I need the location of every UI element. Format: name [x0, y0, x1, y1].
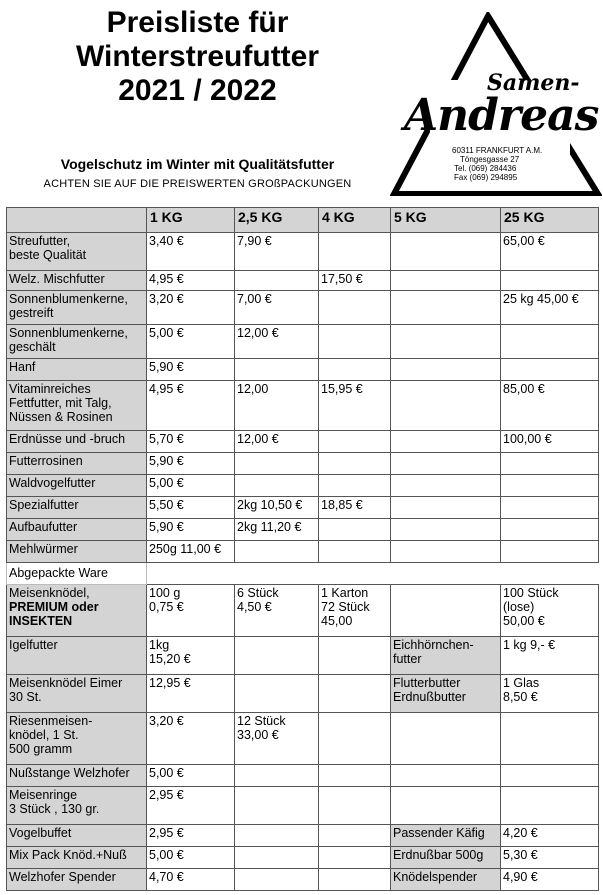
- price-cell: 5,30 €: [501, 847, 599, 869]
- price-cell: [391, 325, 501, 359]
- product-name: Futterrosinen: [7, 453, 147, 475]
- table-row: [7, 765, 599, 787]
- price-cell: 15,95 €: [319, 381, 391, 431]
- product-name: Erdnüsse und -bruch: [7, 431, 147, 453]
- price-cell: [319, 453, 391, 475]
- product-name: Spezialfutter: [7, 497, 147, 519]
- product-name: Waldvogelfutter: [7, 475, 147, 497]
- price-cell: [319, 869, 391, 891]
- price-cell: 1 kg 9,- €: [501, 637, 599, 675]
- price-cell: 4,70 €: [147, 869, 235, 891]
- product-name: Mix Pack Knöd.+Nuß: [7, 847, 147, 869]
- product-name: Erdnußbar 500g: [391, 847, 501, 869]
- price-cell: [391, 431, 501, 453]
- price-cell: 100 g 0,75 €: [147, 585, 235, 637]
- price-cell: [319, 675, 391, 713]
- column-header: 2,5 KG: [235, 208, 319, 233]
- price-cell: 5,90 €: [147, 359, 235, 381]
- logo-street: Töngesgasse 27: [460, 155, 520, 164]
- product-name: Sonnenblumenkerne, gestreift: [7, 291, 147, 325]
- column-header: [7, 208, 147, 233]
- table-row: [7, 497, 599, 519]
- price-cell: [391, 381, 501, 431]
- price-cell: 7,00 €: [235, 291, 319, 325]
- price-cell: 5,00 €: [147, 475, 235, 497]
- price-cell: [501, 359, 599, 381]
- price-cell: [319, 359, 391, 381]
- price-cell: 5,00 €: [147, 765, 235, 787]
- table-row: [7, 825, 599, 847]
- price-cell: [319, 541, 391, 563]
- logo-andreas: Andreas: [404, 90, 599, 141]
- price-cell: 1 Glas 8,50 €: [501, 675, 599, 713]
- product-name: Vitaminreiches Fettfutter, mit Talg, Nüssen & Rosinen: [7, 381, 147, 431]
- price-cell: 250g 11,00 €: [147, 541, 235, 563]
- column-header: 4 KG: [319, 208, 391, 233]
- price-cell: [391, 453, 501, 475]
- price-cell: [391, 787, 501, 825]
- price-cell: 1kg 15,20 €: [147, 637, 235, 675]
- price-cell: [319, 847, 391, 869]
- price-cell: [235, 787, 319, 825]
- product-name: Mehlwürmer: [7, 541, 147, 563]
- price-cell: [501, 713, 599, 765]
- price-cell: 4,90 €: [501, 869, 599, 891]
- price-cell: 12,00 €: [235, 325, 319, 359]
- column-header: 1 KG: [147, 208, 235, 233]
- price-cell: 5,00 €: [147, 847, 235, 869]
- product-name: Welzhofer Spender: [7, 869, 147, 891]
- price-cell: [319, 325, 391, 359]
- table-row: [7, 541, 599, 563]
- table-row: [7, 869, 599, 891]
- price-cell: [391, 497, 501, 519]
- price-cell: 7,90 €: [235, 233, 319, 271]
- table-header-row: [7, 208, 599, 233]
- price-cell: 18,85 €: [319, 497, 391, 519]
- price-cell: [235, 847, 319, 869]
- price-cell: [235, 675, 319, 713]
- table-row: [7, 271, 599, 291]
- product-name: Meisenringe 3 Stück , 130 gr.: [7, 787, 147, 825]
- price-cell: 3,20 €: [147, 291, 235, 325]
- product-name: Nußstange Welzhofer: [7, 765, 147, 787]
- price-cell: [501, 765, 599, 787]
- table-row: [7, 431, 599, 453]
- table-row: [7, 713, 599, 765]
- company-logo: [390, 12, 602, 196]
- product-name: Vogelbuffet: [7, 825, 147, 847]
- section-label: Abgepackte Ware: [7, 563, 147, 585]
- price-cell: 12 Stück 33,00 €: [235, 713, 319, 765]
- product-name: Passender Käfig: [391, 825, 501, 847]
- price-cell: 12,00: [235, 381, 319, 431]
- price-cell: [501, 475, 599, 497]
- section-row: [7, 563, 599, 585]
- price-cell: [235, 541, 319, 563]
- price-cell: [391, 713, 501, 765]
- price-list-title: [20, 6, 375, 108]
- price-cell: 100,00 €: [501, 431, 599, 453]
- price-cell: 12,00 €: [235, 431, 319, 453]
- title-line-2: Winterstreufutter: [75, 40, 320, 73]
- title-line-1: Preisliste für: [106, 6, 289, 39]
- price-cell: [235, 453, 319, 475]
- price-cell: 17,50 €: [319, 271, 391, 291]
- table-row: [7, 637, 599, 675]
- price-table: [6, 207, 599, 891]
- table-row: [7, 453, 599, 475]
- price-cell: 5,90 €: [147, 453, 235, 475]
- price-cell: 5,50 €: [147, 497, 235, 519]
- subtitle: Vogelschutz im Winter mit Qualitätsfutter: [60, 156, 335, 172]
- price-cell: [235, 825, 319, 847]
- price-cell: [391, 359, 501, 381]
- price-cell: 65,00 €: [501, 233, 599, 271]
- product-name: Streufutter, beste Qualität: [7, 233, 147, 271]
- price-cell: [319, 431, 391, 453]
- price-cell: 4,20 €: [501, 825, 599, 847]
- column-header: 5 KG: [391, 208, 501, 233]
- product-name: Eichhörnchen- futter: [391, 637, 501, 675]
- price-cell: [319, 825, 391, 847]
- price-cell: 2kg 11,20 €: [235, 519, 319, 541]
- product-name: Sonnenblumenkerne, geschält: [7, 325, 147, 359]
- product-name: Hanf: [7, 359, 147, 381]
- price-cell: [391, 519, 501, 541]
- price-cell: 25 kg 45,00 €: [501, 291, 599, 325]
- price-cell: [235, 475, 319, 497]
- price-cell: 2kg 10,50 €: [235, 497, 319, 519]
- price-cell: 2,95 €: [147, 787, 235, 825]
- price-cell: [391, 271, 501, 291]
- product-name: Riesenmeisen- knödel, 1 St. 500 gramm: [7, 713, 147, 765]
- price-cell: 5,70 €: [147, 431, 235, 453]
- price-cell: 5,00 €: [147, 325, 235, 359]
- price-cell: [391, 475, 501, 497]
- price-cell: [501, 325, 599, 359]
- logo-city: 60311 FRANKFURT A.M.: [452, 146, 543, 155]
- price-cell: [235, 359, 319, 381]
- table-row: [7, 475, 599, 497]
- price-cell: [319, 637, 391, 675]
- table-row: [7, 847, 599, 869]
- price-cell: [391, 585, 501, 637]
- column-header: 25 KG: [501, 208, 599, 233]
- table-row: [7, 519, 599, 541]
- price-cell: [501, 453, 599, 475]
- product-name: Aufbaufutter: [7, 519, 147, 541]
- price-cell: 4,95 €: [147, 381, 235, 431]
- product-name: Igelfutter: [7, 637, 147, 675]
- product-name: Knödelspender: [391, 869, 501, 891]
- title-line-3: 2021 / 2022: [118, 74, 277, 107]
- table-row: [7, 585, 599, 637]
- price-cell: [319, 713, 391, 765]
- section-spacer: [147, 563, 599, 585]
- price-cell: [319, 765, 391, 787]
- table-row: [7, 233, 599, 271]
- product-variant-label: INSEKTEN: [9, 614, 73, 628]
- table-row: [7, 291, 599, 325]
- price-cell: 100 Stück (lose) 50,00 €: [501, 585, 599, 637]
- price-cell: 85,00 €: [501, 381, 599, 431]
- price-cell: [235, 869, 319, 891]
- price-cell: 3,40 €: [147, 233, 235, 271]
- table-row: [7, 787, 599, 825]
- logo-phone: Tel. (069) 284436: [454, 164, 517, 173]
- table-row: [7, 381, 599, 431]
- bulk-pack-note: ACHTEN SIE AUF DIE PREISWERTEN GROßPACKUNGEN: [43, 178, 352, 190]
- price-cell: 1 Karton 72 Stück 45,00: [319, 585, 391, 637]
- price-cell: 4,95 €: [147, 271, 235, 291]
- price-cell: [501, 497, 599, 519]
- product-name: Meisenknödel, PREMIUM oder INSEKTEN: [7, 585, 147, 637]
- price-cell: [235, 637, 319, 675]
- price-cell: [501, 519, 599, 541]
- price-cell: 5,90 €: [147, 519, 235, 541]
- price-cell: [501, 271, 599, 291]
- product-name: Meisenknödel Eimer 30 St.: [7, 675, 147, 713]
- price-cell: [319, 519, 391, 541]
- product-name: Welz. Mischfutter: [7, 271, 147, 291]
- price-cell: [391, 291, 501, 325]
- price-cell: 2,95 €: [147, 825, 235, 847]
- logo-samen: Samen-: [487, 70, 580, 96]
- price-cell: [235, 765, 319, 787]
- price-cell: [235, 271, 319, 291]
- price-cell: [319, 233, 391, 271]
- price-cell: 12,95 €: [147, 675, 235, 713]
- price-cell: [319, 291, 391, 325]
- product-name: Flutterbutter Erdnußbutter: [391, 675, 501, 713]
- price-cell: [391, 765, 501, 787]
- table-row: [7, 359, 599, 381]
- price-cell: [319, 475, 391, 497]
- product-variant-label: PREMIUM oder: [9, 600, 99, 614]
- price-cell: [501, 787, 599, 825]
- price-cell: [319, 787, 391, 825]
- price-cell: [391, 541, 501, 563]
- table-row: [7, 675, 599, 713]
- price-cell: [501, 541, 599, 563]
- price-cell: 3,20 €: [147, 713, 235, 765]
- price-cell: [391, 233, 501, 271]
- price-cell: 6 Stück 4,50 €: [235, 585, 319, 637]
- logo-fax: Fax (069) 294895: [454, 173, 518, 182]
- table-row: [7, 325, 599, 359]
